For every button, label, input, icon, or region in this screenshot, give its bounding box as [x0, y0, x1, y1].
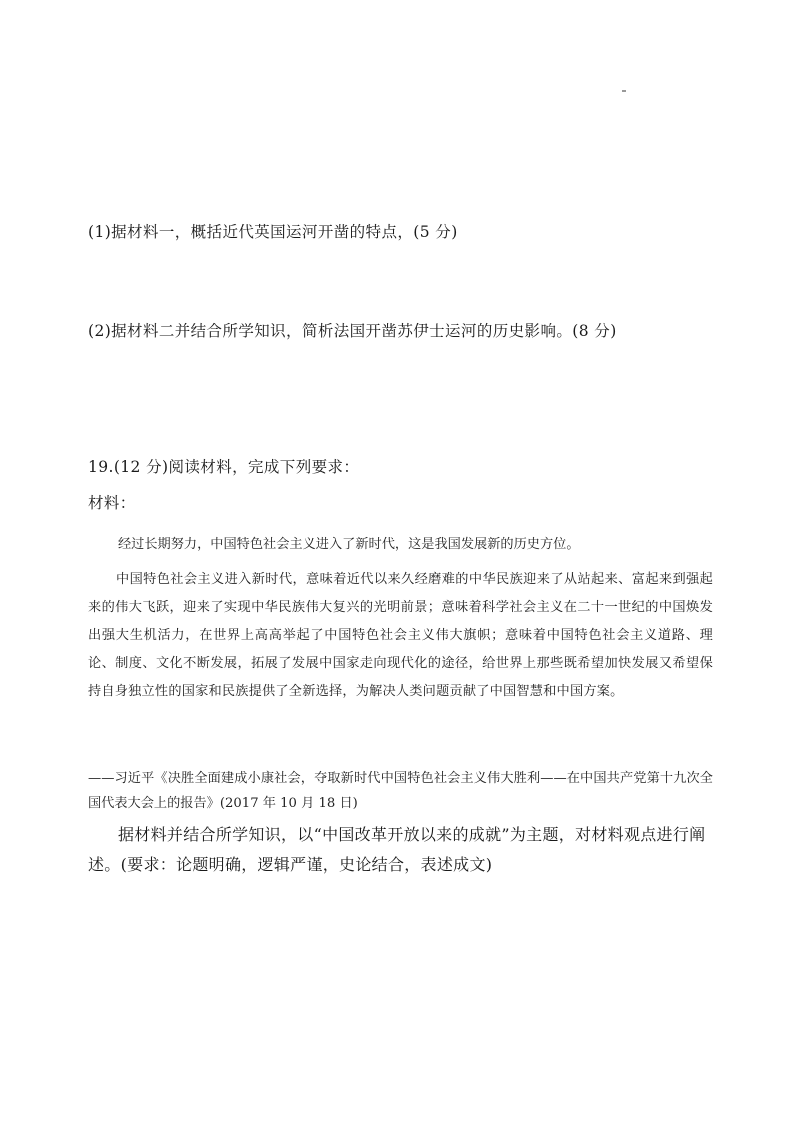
- material-label: 材料：: [88, 494, 136, 512]
- question-19-title: 19.(12 分)阅读材料，完成下列要求：: [88, 458, 360, 476]
- material-source: ——习近平《决胜全面建成小康社会，夺取新时代中国特色社会主义伟大胜利——在中国共产党第十九次全国代表大会上的报告》(2017 年 10 月 18 日): [88, 771, 713, 811]
- scan-mark: [622, 90, 626, 92]
- question-1: (1)据材料一，概括近代英国运河开凿的特点，(5 分): [88, 223, 458, 241]
- material-quote-first-line: 经过长期努力，中国特色社会主义进入了新时代，这是我国发展新的历史方位。: [118, 537, 580, 552]
- material-quote-body: 中国特色社会主义进入新时代，意味着近代以来久经磨难的中华民族迎来了从站起来、富起来到强起来的伟大飞跃，迎来了实现中华民族伟大复兴的光明前景；意味着科学社会主义在二十一世纪的中国焕发出强大生机活力，在世界上高高举起了中国特色社会主义伟大旗帜；意味着中国特色社会主义道路、理论、制度、文化不断发展，拓展了发展中国家走向现代化的途径，给世界上那些既希望加快发展又希望保持自身独立性的国家和民族提供了全新选择，为解决人类问题贡献了中国智慧和中国方案。: [88, 572, 713, 699]
- question-2: (2)据材料二并结合所学知识，简析法国开凿苏伊士运河的历史影响。(8 分): [88, 322, 617, 340]
- question-19-task: 据材料并结合所学知识，以“中国改革开放以来的成就”为主题，对材料观点进行阐述。(要求：论题明确，逻辑严谨，史论结合，表述成文): [88, 825, 706, 874]
